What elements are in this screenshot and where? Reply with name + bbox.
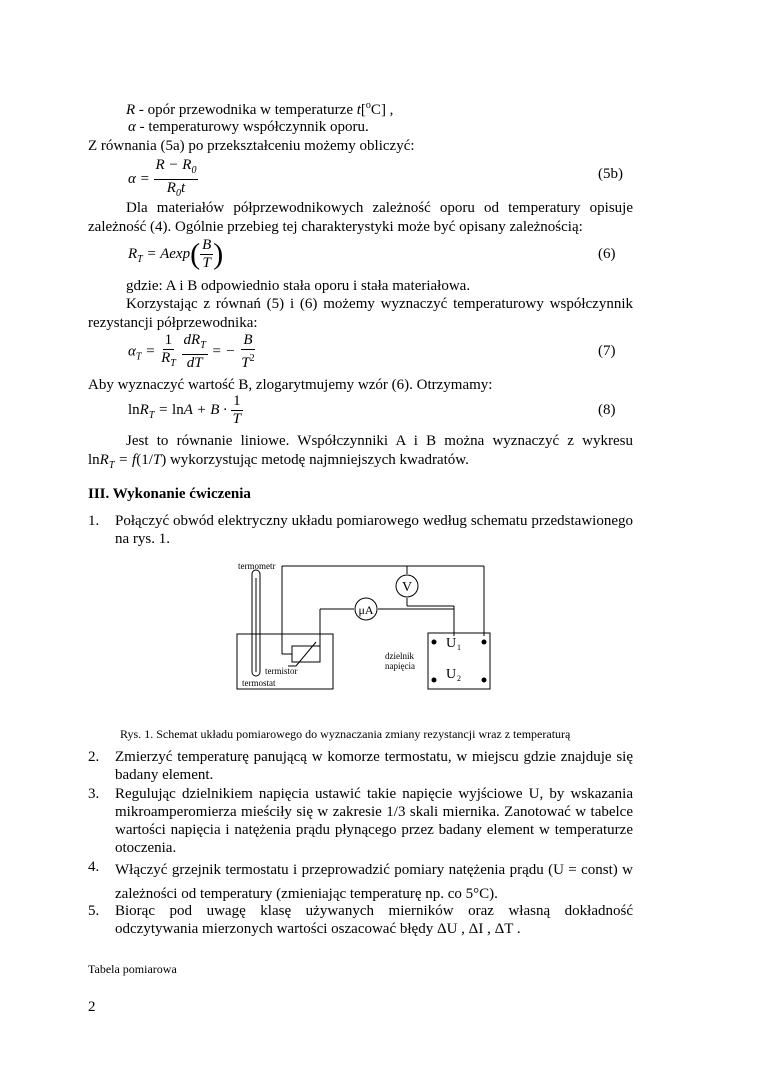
svg-text:napięcia: napięcia (385, 661, 415, 671)
equation-7: $\alpha_T$ = $\frac{1}{R_T}$ $\frac{dR_T}{dT}$ = − $\frac{B}{T^2}$ (128, 332, 255, 371)
svg-text:termistor: termistor (265, 666, 298, 676)
svg-text:dzielnik: dzielnik (385, 651, 414, 661)
list-item: 1. Połączyć obwód elektryczny układu pomiarowego według schematu przedstawionego na rys. 1. (88, 513, 633, 547)
svg-text:termometr: termometr (238, 561, 276, 571)
paragraph-linear-2: lnR$_T$ = f(1/T) wykorzystując metodę najmniejszych kwadratów. (88, 452, 469, 471)
equation-label-7: (7) (598, 343, 616, 359)
paragraph-materials-2: zależność (4). Ogólnie przebieg tej charakterystyki może być opisany zależnością: (88, 219, 583, 235)
paragraph-linear-1: Jest to równanie liniowe. Współczynniki A i B można wyznaczyć z wykresu (126, 433, 633, 449)
equation-label-5b: (5b) (598, 166, 623, 182)
section-heading: III. Wykonanie ćwiczenia (88, 486, 251, 502)
equation-label-8: (8) (598, 402, 616, 418)
figure-caption: Rys. 1. Schemat układu pomiarowego do wyznaczania zmiany rezystancji wraz z temperaturą (120, 727, 571, 741)
paragraph-materials-1: Dla materiałów półprzewodnikowych zależność oporu od temperatury opisuje (126, 200, 633, 216)
equation-8: lnR$_T$ = lnA + B · $\frac{1}{T}$ (128, 393, 241, 427)
paragraph-logarithm: Aby wyznaczyć wartość B, zlogarytmujemy wzór (6). Otrzymamy: (88, 377, 493, 393)
svg-text:1: 1 (457, 643, 461, 652)
equation-6: $R_T = Aexp$( $\frac{B}{T}$ ) (128, 237, 224, 271)
list-item: 3. Regulując dzielnikiem napięcia ustawić takie napięcie wyjściowe U, by wskazania mikroamperomierza mieściły się w zakresie 1/3 skali miernika. Zanotować w tabelce wartości napięcia i natężenia prądu płynącego przez badany element w temperaturze otoczenia. (88, 786, 633, 856)
svg-text:V: V (401, 580, 413, 595)
circuit-diagram (232, 556, 497, 691)
svg-text:U: U (446, 667, 457, 682)
list-item: 4. Włączyć grzejnik termostatu i przeprowadzić pomiary natężenia prądu (U = const) w zależności od temperatury (zmieniając temperaturę np. co 5°C). (88, 859, 633, 902)
definition-alpha: α - temperaturowy współczynnik oporu. (128, 119, 369, 135)
equation-label-6: (6) (598, 246, 616, 262)
svg-text:2: 2 (457, 674, 461, 683)
table-label: Tabela pomiarowa (88, 962, 177, 976)
svg-text:U: U (446, 636, 457, 651)
equation-5b: α = $\frac{R - R_0}{R_0t}$ (128, 157, 197, 199)
list-item: 2. Zmierzyć temperaturę panującą w komorze termostatu, w miejscu gdzie znajduje się badany element. (88, 749, 633, 783)
paragraph-where: gdzie: A i B odpowiednio stała oporu i stała materiałowa. (126, 278, 471, 294)
page-number: 2 (88, 999, 96, 1015)
svg-text:μA: μA (358, 603, 374, 617)
paragraph-5a: Z równania (5a) po przekształceniu możemy obliczyć: (88, 138, 415, 154)
paragraph-coefficient-2: rezystancji półprzewodnika: (88, 315, 258, 331)
paragraph-coefficient-1: Korzystając z równań (5) i (6) możemy wyznaczyć temperaturowy współczynnik (126, 296, 633, 312)
definition-r: R - opór przewodnika w temperaturze t[$^o$C] , (126, 100, 394, 118)
list-item: 5. Biorąc pod uwagę klasę używanych mierników oraz własną dokładność odczytywania mierzonych wartości oszacować błędy ΔU , ΔI , ΔT . (88, 903, 633, 937)
svg-text:termostat: termostat (242, 678, 276, 688)
